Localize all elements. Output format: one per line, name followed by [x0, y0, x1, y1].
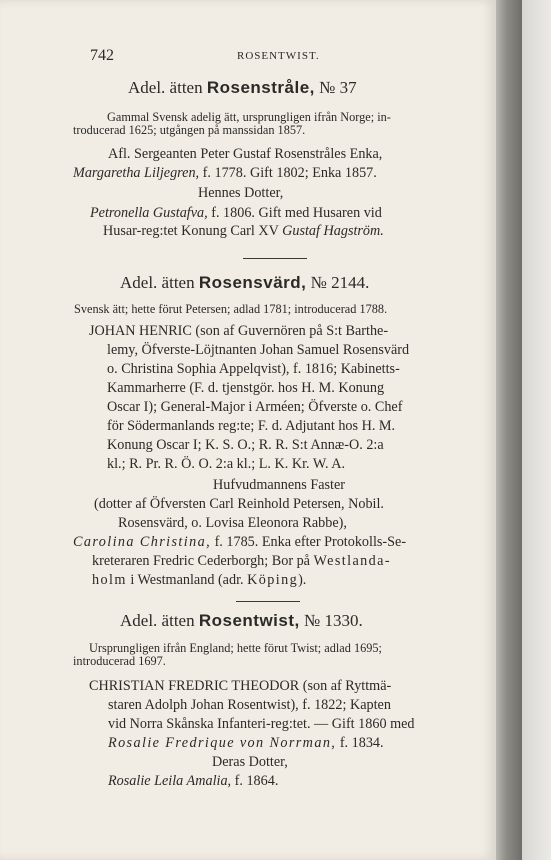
entry-line: o. Christina Sophia Appelqvist), f. 1816; Kabinetts- — [107, 361, 400, 377]
intro-line: Gammal Svensk adelig ätt, ursprungligen ifrån Norge; in- — [107, 110, 391, 124]
entry-line: Deras Dotter, — [212, 754, 288, 770]
entry-line: Husar-reg:tet Konung Carl XV Gustaf Hagström. — [103, 223, 384, 239]
entry-line: Oscar I); General-Major i Arméen; Öfverste o. Chef — [107, 399, 403, 415]
entry-line: CHRISTIAN FREDRIC THEODOR (son af Ryttmä- — [89, 678, 392, 694]
entry-line: Rosensvärd, o. Lovisa Eleonora Rabbe), — [118, 515, 347, 531]
entry-line: Petronella Gustafva, f. 1806. Gift med Husaren vid — [90, 205, 382, 221]
entry-line: Rosalie Leila Amalia, f. 1864. — [108, 773, 279, 789]
entry-line: lemy, Öfverste-Löjtnanten Johan Samuel Rosensvärd — [107, 342, 410, 358]
entry-line: Kammarherre (F. d. tjenstgör. hos H. M. Konung — [107, 380, 385, 396]
heading-rosenstrale: Adel. ätten Rosenstråle, № 37 — [128, 78, 357, 97]
entry-line: Hennes Dotter, — [198, 185, 284, 201]
entry-line: holm i Westmanland (adr. Köping). — [92, 572, 307, 588]
entry-line: (dotter af Öfversten Carl Reinhold Petersen, Nobil. — [94, 496, 384, 512]
section-divider — [236, 601, 300, 602]
intro-line: troducerad 1625; utgången på manssidan 1857. — [73, 123, 306, 137]
entry-line: kreteraren Fredric Cederborgh; Bor på Westlanda- — [92, 553, 391, 569]
entry-line: för Södermanlands reg:te; F. d. Adjutant hos H. M. — [107, 418, 396, 434]
entry-line: vid Norra Skånska Infanteri-reg:tet. — Gift 1860 med — [108, 716, 415, 732]
entry-line: kl.; R. Pr. R. Ö. O. 2:a kl.; L. K. Kr. W. A. — [107, 456, 346, 472]
heading-rosensvard: Adel. ätten Rosensvärd, № 2144. — [120, 273, 370, 292]
page-edge — [522, 0, 551, 860]
entry-line: staren Adolph Johan Rosentwist), f. 1822; Kapten — [108, 697, 391, 713]
running-head: ROSENTWIST. — [237, 50, 320, 62]
intro-line: Svensk ätt; hette förut Petersen; adlad 1781; introducerad 1788. — [74, 302, 388, 316]
intro-line: introducerad 1697. — [73, 654, 166, 668]
entry-line: JOHAN HENRIC (son af Guvernören på S:t Barthe- — [89, 323, 389, 339]
entry-line: Carolina Christina, f. 1785. Enka efter Protokolls-Se- — [73, 534, 407, 550]
entry-line: Afl. Sergeanten Peter Gustaf Rosenstråles Enka, — [108, 146, 383, 162]
section-divider — [243, 258, 307, 259]
page-number: 742 — [90, 47, 114, 64]
intro-line: Ursprungligen ifrån England; hette förut Twist; adlad 1695; — [89, 641, 382, 655]
heading-rosentwist: Adel. ätten Rosentwist, № 1330. — [120, 611, 363, 630]
entry-line: Hufvudmannens Faster — [213, 477, 345, 493]
entry-line: Konung Oscar I; K. S. O.; R. R. S:t Annæ-O. 2:a — [107, 437, 384, 453]
book-spine — [496, 0, 522, 860]
entry-line: Rosalie Fredrique von Norrman, f. 1834. — [108, 735, 384, 751]
entry-line: Margaretha Liljegren, f. 1778. Gift 1802; Enka 1857. — [73, 165, 377, 181]
